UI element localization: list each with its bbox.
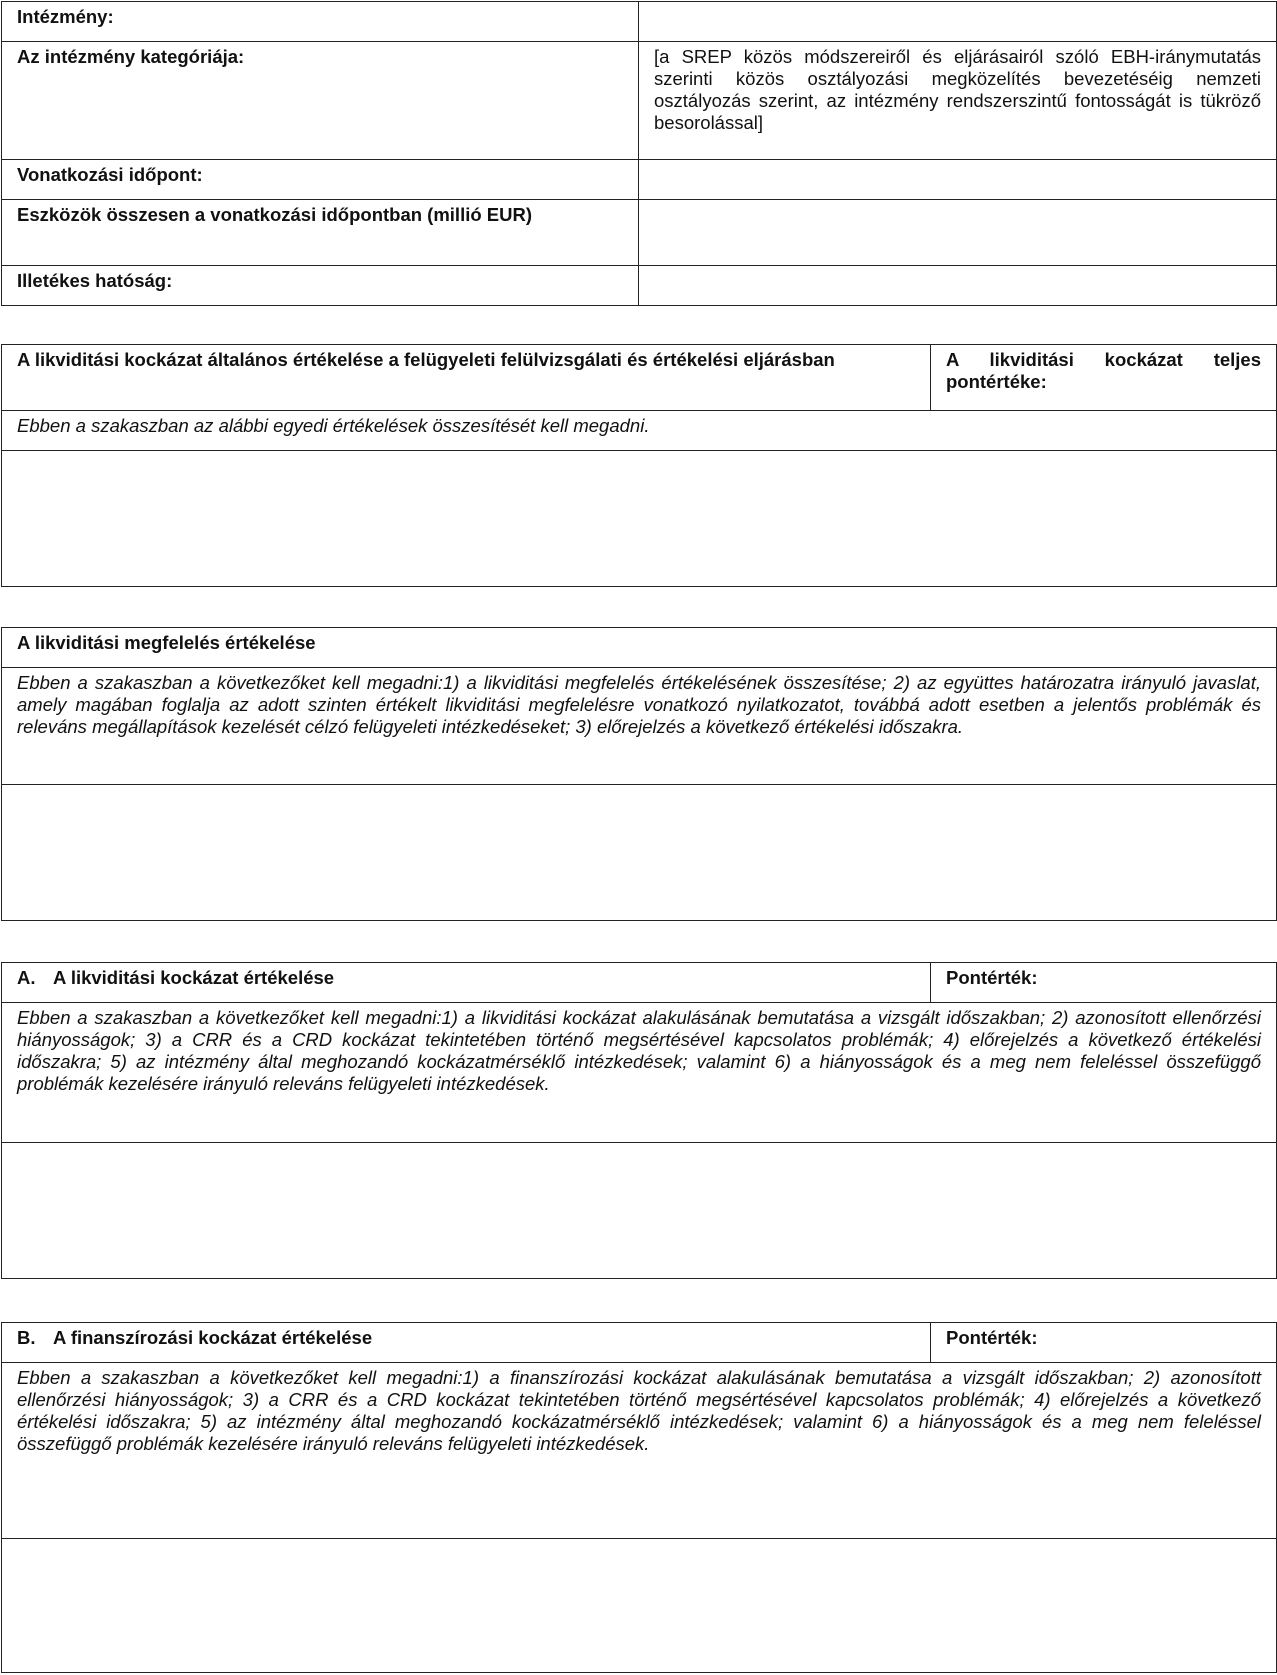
section-a-score-label: Pontérték: <box>931 963 1277 1003</box>
overall-section-title: A likviditási kockázat általános értékelése a felügyeleti felülvizsgálati és értékelési eljárásban <box>2 345 931 411</box>
table-row <box>2 411 1277 451</box>
table-row <box>2 785 1277 921</box>
table-row <box>2 1323 1277 1363</box>
table-row <box>2 1143 1277 1279</box>
overall-answer-field[interactable] <box>2 451 1277 587</box>
competent-authority-label: Illetékes hatóság: <box>2 266 639 306</box>
table-row <box>2 2 1277 42</box>
total-assets-label: Eszközök összesen a vonatkozási időpontban (millió EUR) <box>2 200 639 266</box>
table-row <box>2 1363 1277 1539</box>
table-row <box>2 451 1277 587</box>
section-a-title: A likviditási kockázat értékelése <box>53 967 335 988</box>
section-a-header <box>2 963 931 1003</box>
institution-info-table <box>1 1 1277 306</box>
table-row <box>2 345 1277 411</box>
section-b-instruction: Ebben a szakaszban a következőket kell megadni:1) a finanszírozási kockázat alakulásának bemutatása a vizsgált időszakban; 2) azonosított ellenőrzési hiányosságok; 3) a CRR és a CRD kockázat tekintetében történő megsértésével kapcsolatos problémák; 4) előrejelzés a következő értékelési időszakra; 5) az intézmény által meghozandó kockázatmérséklő intézkedések; valamint 6) a hiányosságok és a meg nem feleléssel összefüggő problémák kezelésére irányuló releváns felügyeleti intézkedések. <box>2 1363 1277 1539</box>
overall-assessment-table <box>1 344 1277 587</box>
table-row <box>2 668 1277 785</box>
table-row <box>2 266 1277 306</box>
section-a-answer-field[interactable] <box>2 1143 1277 1279</box>
table-row <box>2 628 1277 668</box>
section-b-table <box>1 1322 1277 1673</box>
table-row <box>2 160 1277 200</box>
institution-label: Intézmény: <box>2 2 639 42</box>
table-row <box>2 42 1277 160</box>
overall-instruction: Ebben a szakaszban az alábbi egyedi értékelések összesítését kell megadni. <box>2 411 1277 451</box>
section-a-instruction: Ebben a szakaszban a következőket kell megadni:1) a likviditási kockázat alakulásának bemutatása a vizsgált időszakban; 2) azonosított ellenőrzési hiányosságok; 3) a CRR és a CRD kockázat tekintetében történő megsértésével kapcsolatos problémák; 4) előrejelzés a következő értékelési időszakra; 5) az intézmény által meghozandó kockázatmérséklő intézkedések; valamint 6) a hiányosságok és a meg nem feleléssel összefüggő problémák kezelésére irányuló releváns felügyeleti intézkedések. <box>2 1003 1277 1143</box>
section-a-prefix: A. <box>17 967 36 988</box>
section-a-table <box>1 962 1277 1279</box>
institution-value-field[interactable] <box>639 2 1277 42</box>
adequacy-assessment-table <box>1 627 1277 921</box>
total-assets-field[interactable] <box>639 200 1277 266</box>
section-b-answer-field[interactable] <box>2 1539 1277 1673</box>
section-b-prefix: B. <box>17 1327 36 1348</box>
table-row <box>2 1003 1277 1143</box>
adequacy-answer-field[interactable] <box>2 785 1277 921</box>
table-row <box>2 963 1277 1003</box>
category-label: Az intézmény kategóriája: <box>2 42 639 160</box>
section-b-header <box>2 1323 931 1363</box>
reference-date-field[interactable] <box>639 160 1277 200</box>
table-row <box>2 200 1277 266</box>
competent-authority-field[interactable] <box>639 266 1277 306</box>
table-row <box>2 1539 1277 1673</box>
reference-date-label: Vonatkozási időpont: <box>2 160 639 200</box>
adequacy-section-title: A likviditási megfelelés értékelése <box>2 628 1277 668</box>
category-value-field[interactable]: [a SREP közös módszereiről és eljárásairól szóló EBH-iránymutatás szerinti közös osztályozási megközelítés bevezetéséig nemzeti osztályozás szerint, az intézmény rendszerszintű fontosságát is tükröző besorolással] <box>639 42 1277 160</box>
overall-score-label: A likviditási kockázat teljes pontértéke: <box>931 345 1277 411</box>
adequacy-instruction: Ebben a szakaszban a következőket kell megadni:1) a likviditási megfelelés értékelésének összesítése; 2) az együttes határozatra irányuló javaslat, amely magában foglalja az adott szinten értékelt likviditási megfelelésre vonatkozó nyilatkozatot, továbbá adott esetben a jelentős problémák és releváns megállapítások kezelését célzó felügyeleti intézkedéseket; 3) előrejelzés a következő értékelési időszakra. <box>2 668 1277 785</box>
section-b-title: A finanszírozási kockázat értékelése <box>53 1327 373 1348</box>
section-b-score-label: Pontérték: <box>931 1323 1277 1363</box>
